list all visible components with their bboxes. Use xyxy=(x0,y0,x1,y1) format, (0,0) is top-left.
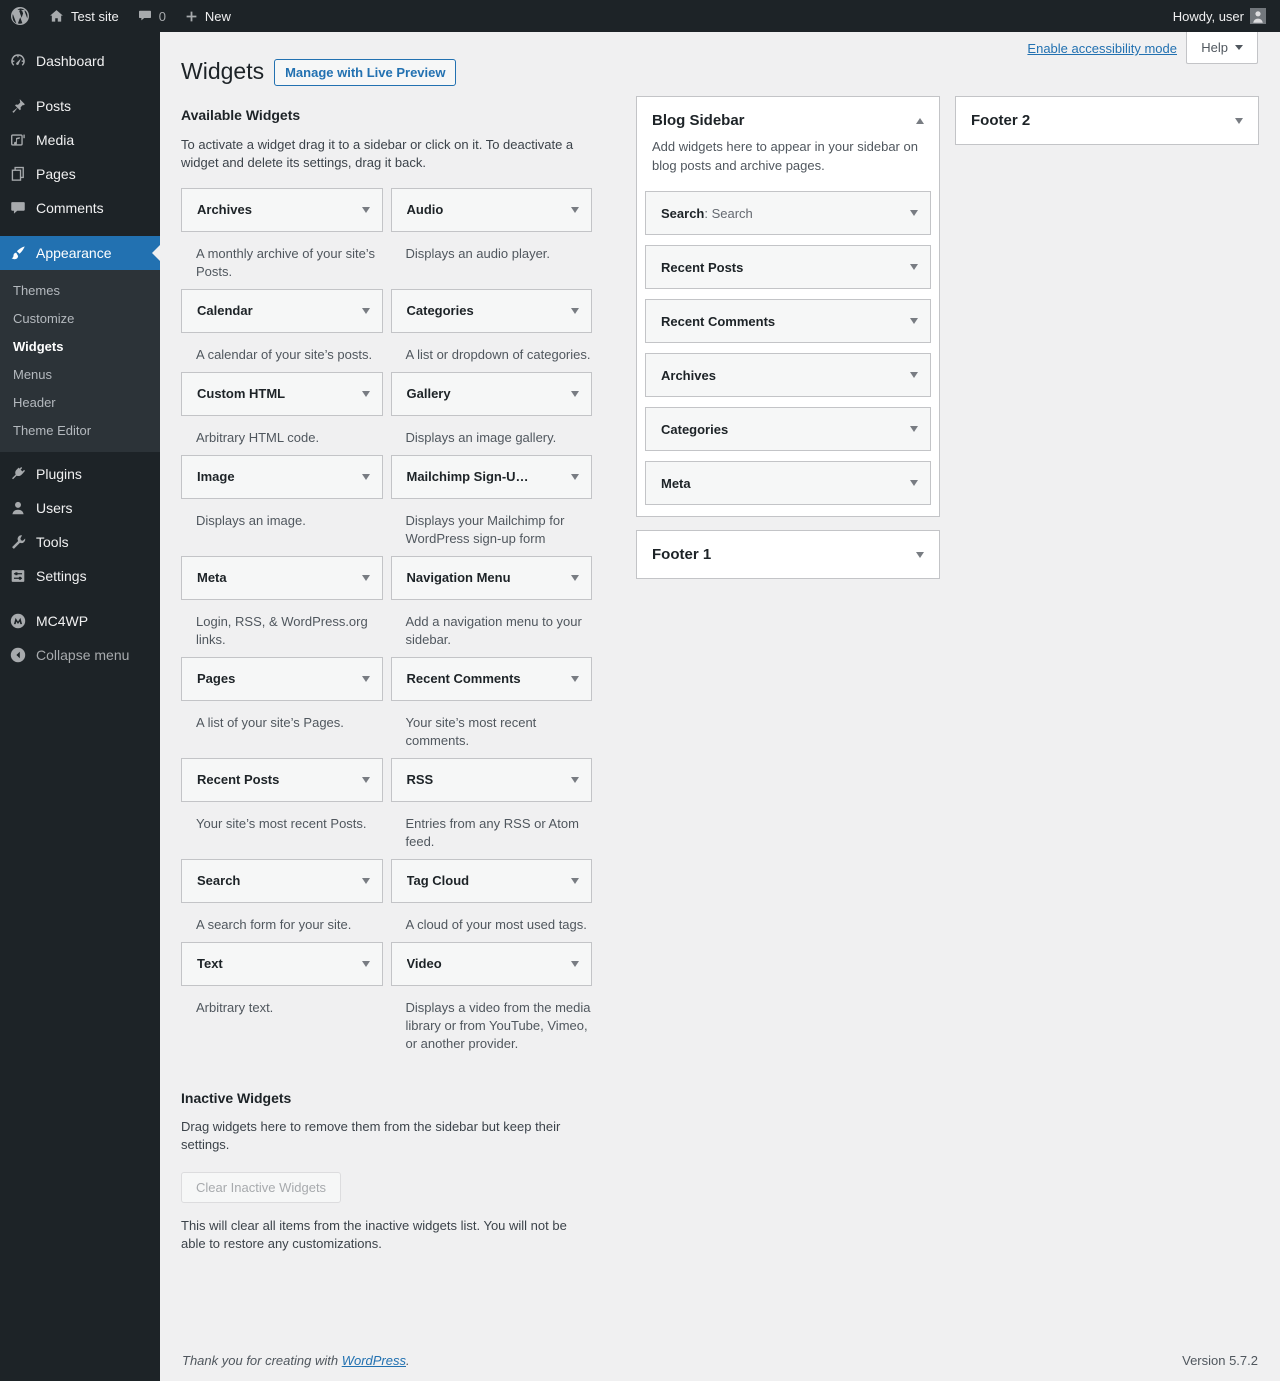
chevron-down-icon[interactable] xyxy=(362,676,370,682)
site-name-label: Test site xyxy=(71,8,119,24)
widget-title: Recent Posts xyxy=(661,259,744,275)
chevron-down-icon[interactable] xyxy=(571,308,579,314)
user-icon xyxy=(8,498,28,518)
widget-card[interactable] xyxy=(181,455,383,499)
sidebars-column-2 xyxy=(955,96,1259,158)
widget-card[interactable] xyxy=(391,372,593,416)
widget-card[interactable] xyxy=(181,758,383,802)
help-button[interactable] xyxy=(1186,32,1258,64)
chevron-down-icon[interactable] xyxy=(910,372,918,378)
widget-description: Displays an audio player. xyxy=(405,245,551,261)
chevron-down-icon[interactable] xyxy=(362,474,370,480)
widget-title: Categories xyxy=(406,303,474,319)
available-widget xyxy=(391,188,593,289)
available-widget xyxy=(181,859,383,942)
widget-title: Pages xyxy=(197,671,236,687)
thanks-text: Thank you for creating with WordPress. xyxy=(182,1353,410,1368)
sidebar-item-posts[interactable] xyxy=(0,89,160,123)
widget-card[interactable] xyxy=(391,942,593,986)
available-widget xyxy=(181,556,383,657)
chevron-up-icon[interactable] xyxy=(916,118,924,124)
sidebar-item-label: Media xyxy=(36,132,75,148)
widget-description: A monthly archive of your site’s Posts. xyxy=(196,245,375,279)
widget-title: RSS xyxy=(406,772,434,788)
sidebar-panel-footer1 xyxy=(636,530,940,579)
available-widget xyxy=(391,372,593,455)
widget-description: Arbitrary HTML code. xyxy=(196,429,320,445)
sidebar-widget[interactable] xyxy=(645,461,931,505)
sidebars-column-1 xyxy=(636,96,940,592)
menu-separator xyxy=(0,78,160,89)
sidebar-title: Blog Sidebar xyxy=(652,112,745,129)
widget-title: Search xyxy=(197,873,241,889)
sidebar-panel-blog xyxy=(636,96,940,517)
sidebar-widget[interactable] xyxy=(645,353,931,397)
available-widget xyxy=(391,942,593,1061)
widget-description: A cloud of your most used tags. xyxy=(405,916,587,932)
widget-title: Audio xyxy=(406,202,444,218)
sidebar-item-dashboard[interactable] xyxy=(0,44,160,78)
chevron-down-icon[interactable] xyxy=(910,426,918,432)
sidebar-item-label: Settings xyxy=(36,568,87,584)
page-title: Widgets xyxy=(181,58,265,85)
wordpress-link[interactable]: WordPress xyxy=(341,1353,406,1368)
comment-count: 0 xyxy=(158,8,166,24)
chevron-down-icon[interactable] xyxy=(910,264,918,270)
sidebar-title: Footer 2 xyxy=(971,112,1031,129)
widget-description: Arbitrary text. xyxy=(196,999,274,1015)
chevron-down-icon[interactable] xyxy=(362,207,370,213)
chevron-down-icon[interactable] xyxy=(1235,118,1243,124)
widget-title: Navigation Menu xyxy=(406,570,511,586)
submenu-item-menus[interactable]: Menus xyxy=(13,367,53,382)
footer2-header[interactable] xyxy=(956,97,1258,144)
available-widget xyxy=(391,455,593,556)
sidebar-description: Add widgets here to appear in your sidebar on blog posts and archive pages. xyxy=(652,139,918,173)
pages-icon xyxy=(8,164,28,184)
sidebar-item-label: MC4WP xyxy=(36,613,89,629)
sidebar-item-plugins[interactable] xyxy=(0,457,160,491)
chevron-down-icon xyxy=(1235,45,1243,50)
wordpress-logo-icon[interactable] xyxy=(0,0,39,32)
sidebar-item-label: Users xyxy=(36,500,73,516)
mc4wp-icon xyxy=(8,611,28,631)
collapse-menu-button[interactable] xyxy=(0,638,160,672)
widget-title: Image xyxy=(197,469,235,485)
howdy-menu[interactable] xyxy=(1164,0,1275,32)
menu-separator xyxy=(0,225,160,236)
widget-title: Recent Posts xyxy=(197,772,280,788)
widget-title: Mailchimp Sign-U… xyxy=(406,469,529,485)
widget-card[interactable] xyxy=(391,455,593,499)
widget-description: Your site’s most recent comments. xyxy=(405,714,537,748)
available-widgets-intro: To activate a widget drag it to a sidebar or click on it. To deactivate a widget and delete its settings, drag it back. xyxy=(181,136,574,170)
sidebar-item-pages[interactable] xyxy=(0,157,160,191)
widget-card[interactable] xyxy=(181,657,383,701)
chevron-down-icon[interactable] xyxy=(910,480,918,486)
chevron-down-icon[interactable] xyxy=(362,575,370,581)
widget-card[interactable] xyxy=(391,289,593,333)
chevron-down-icon[interactable] xyxy=(571,878,579,884)
sidebar-item-label: Tools xyxy=(36,534,69,550)
chevron-down-icon[interactable] xyxy=(571,474,579,480)
widget-title: Text xyxy=(197,956,223,972)
comments-menu[interactable] xyxy=(128,0,175,32)
widget-description: A calendar of your site’s posts. xyxy=(196,346,373,362)
sidebar-item-label: Collapse menu xyxy=(36,647,130,663)
chevron-down-icon[interactable] xyxy=(571,575,579,581)
widget-subtitle: : Search xyxy=(704,205,753,221)
chevron-down-icon[interactable] xyxy=(910,318,918,324)
widget-title: Archives xyxy=(661,367,716,383)
sidebar-item-comments[interactable] xyxy=(0,191,160,225)
chevron-down-icon[interactable] xyxy=(916,552,924,558)
sidebar-item-users[interactable] xyxy=(0,491,160,525)
new-menu[interactable] xyxy=(175,0,240,32)
available-widget xyxy=(391,859,593,942)
widget-description: A list or dropdown of categories. xyxy=(405,346,591,362)
available-widget xyxy=(391,289,593,372)
available-widget xyxy=(391,556,593,657)
widget-card[interactable] xyxy=(181,942,383,986)
content-area xyxy=(160,32,1280,1381)
chevron-down-icon[interactable] xyxy=(910,210,918,216)
new-label: New xyxy=(204,8,231,24)
widget-card[interactable] xyxy=(181,372,383,416)
sidebar-item-label: Posts xyxy=(36,98,72,114)
chevron-down-icon[interactable] xyxy=(362,308,370,314)
menu-separator xyxy=(0,593,160,604)
clear-inactive-widgets-button[interactable]: Clear Inactive Widgets xyxy=(181,1172,341,1203)
sidebar-widget[interactable] xyxy=(645,407,931,451)
widget-title: Custom HTML xyxy=(197,386,286,402)
help-label: Help xyxy=(1201,40,1228,55)
chevron-down-icon[interactable] xyxy=(571,676,579,682)
widget-card[interactable] xyxy=(181,556,383,600)
sidebars-section xyxy=(636,96,1259,592)
widget-card[interactable] xyxy=(391,188,593,232)
comments-icon xyxy=(8,198,28,218)
inactive-widgets-intro: Drag widgets here to remove them from the sidebar but keep their settings. xyxy=(181,1119,561,1153)
widget-title: Calendar xyxy=(197,303,253,319)
manage-live-preview-button[interactable]: Manage with Live Preview xyxy=(274,59,456,86)
sidebar-item-label: Dashboard xyxy=(36,53,105,69)
appearance-submenu xyxy=(0,270,160,452)
widget-description: Displays a video from the media library or from YouTube, Vimeo, or another provider. xyxy=(405,999,591,1051)
blog-sidebar-header[interactable] xyxy=(637,97,939,130)
widget-description: Add a navigation menu to your sidebar. xyxy=(405,613,582,647)
pushpin-icon xyxy=(8,96,28,116)
widget-description: Entries from any RSS or Atom feed. xyxy=(405,815,579,849)
widget-title: Search: Search xyxy=(661,205,753,221)
site-name-menu[interactable] xyxy=(39,0,128,32)
widget-card[interactable] xyxy=(391,556,593,600)
inactive-widgets-heading: Inactive Widgets xyxy=(181,1089,292,1106)
submenu-item-widgets[interactable]: Widgets xyxy=(13,339,64,354)
plugin-icon xyxy=(8,464,28,484)
sidebar-widget[interactable] xyxy=(645,245,931,289)
submenu-item-header[interactable]: Header xyxy=(13,395,56,410)
inactive-widgets-note: This will clear all items from the inactive widgets list. You will not be able to restore any customizations. xyxy=(181,1218,567,1252)
sidebar-item-label: Comments xyxy=(36,200,104,216)
admin-bar xyxy=(0,0,1280,32)
submenu-item-theme-editor[interactable]: Theme Editor xyxy=(13,423,92,438)
avatar xyxy=(1250,8,1266,24)
version-text: Version 5.7.2 xyxy=(1182,1353,1258,1368)
widget-description: Displays an image gallery. xyxy=(405,429,557,445)
chevron-down-icon[interactable] xyxy=(362,391,370,397)
widget-title: Archives xyxy=(197,202,252,218)
available-widget xyxy=(181,657,383,758)
sidebar-item-media[interactable] xyxy=(0,123,160,157)
sidebar-item-tools[interactable] xyxy=(0,525,160,559)
paintbrush-icon xyxy=(8,243,28,263)
home-icon xyxy=(48,8,65,25)
available-widget xyxy=(181,455,383,556)
available-widgets-heading: Available Widgets xyxy=(181,107,301,123)
sidebar-item-settings[interactable] xyxy=(0,559,160,593)
available-widget xyxy=(181,188,383,289)
widget-card[interactable] xyxy=(181,188,383,232)
chevron-down-icon[interactable] xyxy=(362,961,370,967)
widget-title: Video xyxy=(406,956,442,972)
chevron-down-icon[interactable] xyxy=(571,391,579,397)
available-widget xyxy=(391,657,593,758)
widget-card[interactable] xyxy=(391,758,593,802)
dashboard-icon xyxy=(8,51,28,71)
sidebar-item-label: Plugins xyxy=(36,466,82,482)
chevron-down-icon[interactable] xyxy=(571,961,579,967)
widget-description: Login, RSS, & WordPress.org links. xyxy=(196,613,368,647)
available-widget xyxy=(181,758,383,859)
comment-bubble-icon xyxy=(137,8,153,24)
available-widget xyxy=(181,289,383,372)
collapse-arrow-icon xyxy=(8,645,28,665)
blog-sidebar-widgets xyxy=(637,175,939,516)
widget-description: Displays an image. xyxy=(196,512,306,528)
chevron-down-icon[interactable] xyxy=(362,777,370,783)
available-widget xyxy=(391,758,593,859)
enable-accessibility-link[interactable]: Enable accessibility mode xyxy=(1027,41,1177,56)
chevron-down-icon[interactable] xyxy=(571,777,579,783)
admin-menu xyxy=(0,32,160,1381)
sidebar-panel-footer2 xyxy=(955,96,1259,145)
widget-title: Meta xyxy=(661,475,691,491)
widget-title: Categories xyxy=(661,421,729,437)
sidebar-title: Footer 1 xyxy=(652,546,712,563)
widget-title: Recent Comments xyxy=(661,313,776,329)
widget-title: Recent Comments xyxy=(406,671,521,687)
widget-title: Gallery xyxy=(406,386,451,402)
sidebar-item-label: Appearance xyxy=(36,245,112,261)
submenu-item-themes[interactable]: Themes xyxy=(13,283,60,298)
widgets-layout xyxy=(160,96,1280,1253)
wrench-icon xyxy=(8,532,28,552)
available-widget xyxy=(181,942,383,1061)
widget-card[interactable] xyxy=(181,859,383,903)
page-footer xyxy=(160,1353,1280,1381)
widget-description: Your site’s most recent Posts. xyxy=(196,815,367,831)
widget-card[interactable] xyxy=(391,657,593,701)
widget-title: Tag Cloud xyxy=(406,873,470,889)
admin-bar-right xyxy=(1164,0,1280,32)
submenu-item-customize[interactable]: Customize xyxy=(13,311,75,326)
available-widgets-grid xyxy=(181,188,592,1061)
sidebar-item-label: Pages xyxy=(36,166,76,182)
widget-description: A search form for your site. xyxy=(196,916,352,932)
footer1-header[interactable] xyxy=(637,531,939,578)
widget-description: A list of your site’s Pages. xyxy=(196,714,344,730)
sidebar-widget[interactable] xyxy=(645,191,931,235)
chevron-down-icon[interactable] xyxy=(362,878,370,884)
available-widgets-section xyxy=(181,96,592,1253)
plus-icon xyxy=(184,9,199,24)
settings-icon xyxy=(8,566,28,586)
available-widget xyxy=(181,372,383,455)
media-icon xyxy=(8,130,28,150)
howdy-label: Howdy, user xyxy=(1172,8,1244,24)
sidebar-item-mc4wp[interactable] xyxy=(0,604,160,638)
widget-title: Meta xyxy=(197,570,227,586)
widget-card[interactable] xyxy=(391,859,593,903)
widget-card[interactable] xyxy=(181,289,383,333)
admin-bar-left xyxy=(0,0,240,32)
chevron-down-icon[interactable] xyxy=(571,207,579,213)
widget-description: Displays your Mailchimp for WordPress sign-up form xyxy=(405,512,565,546)
sidebar-widget[interactable] xyxy=(645,299,931,343)
sidebar-item-appearance[interactable] xyxy=(0,236,160,270)
